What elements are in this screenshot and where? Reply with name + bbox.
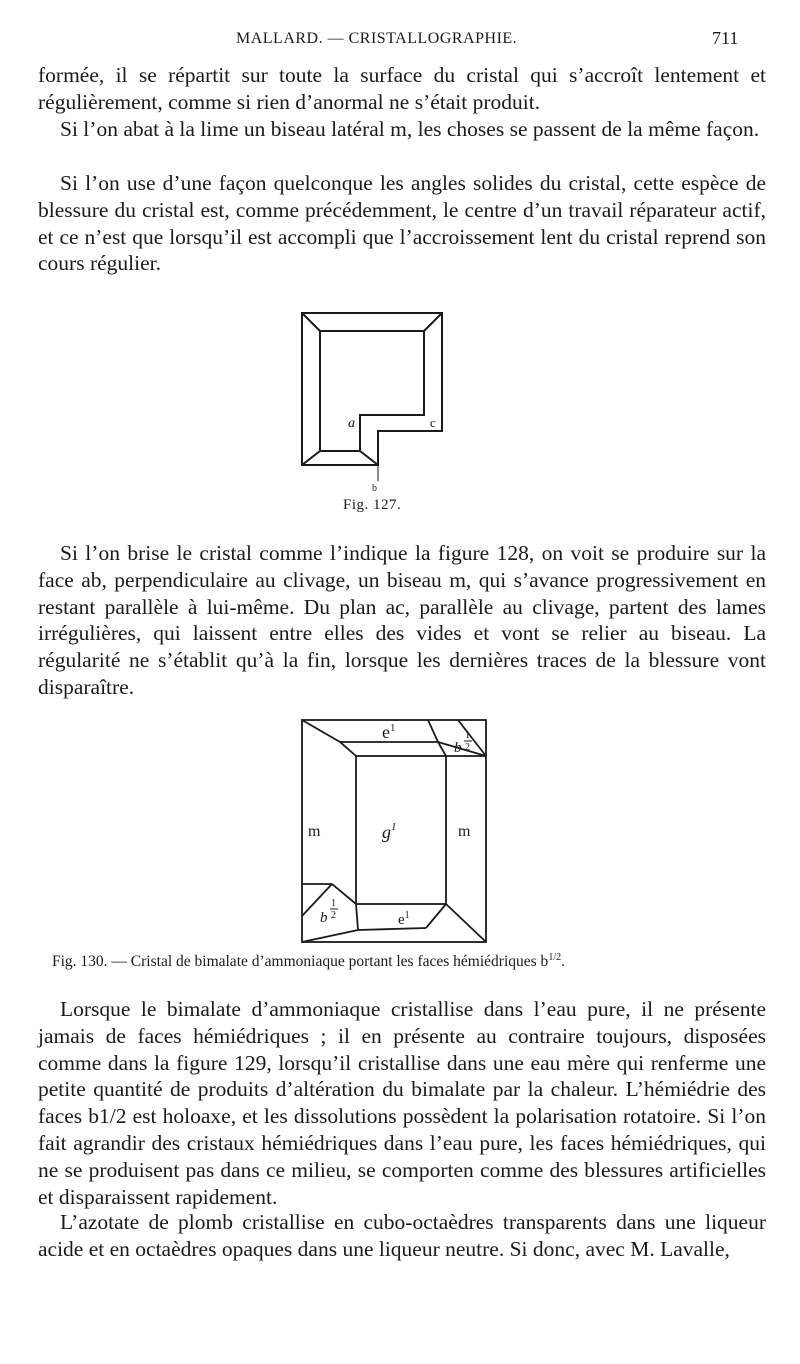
paragraph-2: Si l’on abat à la lime un biseau latéral m, les choses se passent de la même façon. [60, 117, 760, 141]
fig127-letter-b: b [372, 483, 377, 494]
paragraph-6: L’azotate de plomb cristallise en cubo-octaèdres transparents dans une liqueur acide et en octaèdres opaques dans une liqueur neutre. Si donc, avec M. Lavalle, [38, 1210, 766, 1261]
paragraph-3: Si l’on use d’une façon quelconque les angles solides du cristal, cette espèce de blessure du cristal est, comme précédemment, le centre d’un travail réparateur actif, et ce n’est que lorsqu’il est accompli que l’accroissement lent du cristal reprend son cours régulier. [38, 171, 766, 276]
fig130-face-right-m: m [458, 823, 471, 840]
figure-127-label: Fig. 127. [343, 497, 402, 513]
figure-127-drawing [290, 305, 460, 505]
fig130-face-bottom-e: $e^1$ [398, 910, 410, 928]
figure-130-drawing [298, 716, 490, 946]
paragraph-1: formée, il se répartit sur toute la surface du cristal qui s’accroît lentement et régulièrement, comme si rien d’anormal ne s’était produit. [38, 63, 766, 114]
running-head: MALLARD. — CRISTALLOGRAPHIE. [236, 30, 518, 47]
fig130-face-left-m: m [308, 823, 321, 840]
fig130-face-b-bottom-num: 1 [331, 898, 336, 909]
page-number: 711 [712, 28, 739, 48]
fig130-face-center-g: $g^1$ [382, 821, 397, 842]
fig130-face-b-top-den: 2 [465, 742, 470, 753]
page-header [0, 26, 800, 56]
fig130-face-top-e: $e^1$ [382, 722, 396, 742]
fig130-face-b-bottom: b [320, 910, 328, 926]
fig127-letter-a: a [348, 416, 355, 431]
figure-130-caption: Fig. 130. — Cristal de bimalate d’ammoniaque portant les faces hémiédriques $b^{1/2}$. [52, 952, 565, 971]
fig130-face-b-top: b [454, 740, 462, 756]
paragraph-5: Lorsque le bimalate d’ammoniaque cristallise dans l’eau pure, il ne présente jamais de faces hémiédriques ; il en présente au contraire toujours, disposées comme dans la figure 129, lorsqu’il cristallise dans une eau mère qui renferme une petite quantité de produits d’altération du bimalate par la chaleur. L’hémiédrie des faces b1/2 est holoaxe, et les dissolutions possèdent la polarisation rotatoire. Si l’on fait agrandir des cristaux hémiédriques dans l’eau pure, les faces hémiédriques, qui ne se produisent pas dans ce milieu, se comporten comme des blessures artificielles et disparaissent rapidement. [38, 997, 766, 1209]
fig130-face-b-bottom-den: 2 [331, 910, 336, 921]
paragraph-4: Si l’on brise le cristal comme l’indique la figure 128, on voit se produire sur la face ab, perpendiculaire au clivage, un biseau m, qui s’avance progressivement en restant parallèle à lui-même. Du plan ac, parallèle au clivage, partent des lames irrégulières, qui laissent entre elles des vides et vont se relier au biseau. La régularité ne s’établit qu’à la fin, lorsque les dernières traces de la blessure vont disparaître. [38, 541, 766, 699]
fig127-letter-c: c [430, 415, 436, 430]
fig130-face-b-top-num: 1 [465, 730, 470, 741]
